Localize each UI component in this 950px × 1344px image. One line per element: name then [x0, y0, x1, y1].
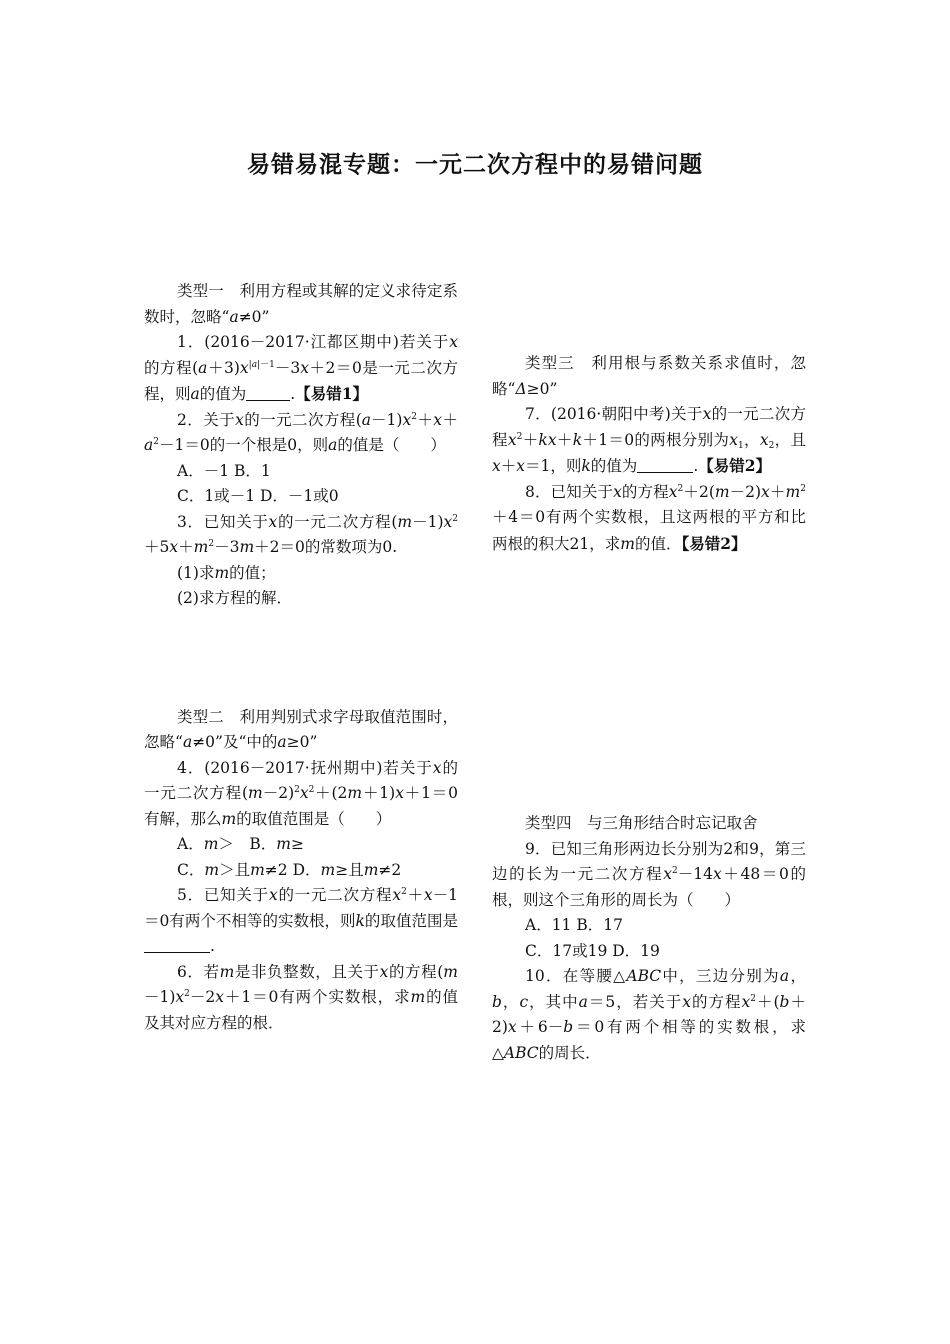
question-9: 9．已知三角形两边长分别为2和9，第三边的长为一元二次方程$x^2-14x+48=0$的根，则这个三角形的周长为（ ） [492, 839, 806, 909]
question-2-options-ab: A．－1 B．1 [177, 461, 271, 480]
type3-heading: 类型三 利用根与系数关系求值时，忽略“Δ≥0” [492, 354, 806, 398]
question-10: 10．在等腰△ABC中，三边分别为a，b，c，其中a＝5，若关于x的方程$x^2+(b+2)x+6-b=0$有两个相等的实数根，求△ABC的周长． [492, 967, 806, 1062]
left-column [144, 279, 458, 1036]
question-4: 4．(2016－2017·抚州期中)若关于x的一元二次方程$(m-2)^2x^2+(2m+1)x+1=0$有解，那么m的取值范围是（ ） [144, 758, 458, 828]
question-8: 8．已知关于x的方程$x^2+2(m-2)x+m^2+4=0$有两个实数根，且这两根的平方和比两根的积大21，求m的值．【易错2】 [492, 482, 806, 553]
question-3-part-2: (2)求方程的解． [177, 589, 292, 607]
type1-heading: 类型一 利用方程或其解的定义求待定系数时，忽略“a≠0” [144, 282, 458, 326]
question-6: 6．若m是非负整数，且关于x的方程$(m-1)x^2-2x+1=0$有两个实数根，求m的值及其对应方程的根． [144, 962, 458, 1032]
question-3-part-1: (1)求m的值； [177, 563, 276, 582]
question-9-options-cd: C．17或19 D．19 [525, 941, 660, 960]
question-7: 7．(2016·朝阳中考)关于x的一元二次方程$x^2+kx+k+1=0$的两根分别为$x_1$，$x_2$，且x＋x＝1，则k的值为 .【易错2】 [492, 405, 806, 475]
error-tag: 【易错2】 [698, 456, 772, 475]
question-2: 2．关于x的一元二次方程$(a-1)x^2+x+a^2-1=0$的一个根是0，则a的值是（ ） [144, 410, 458, 454]
type2-heading: 类型二 利用判别式求字母取值范围时，忽略“a≠0”及“中的a≥0” [144, 707, 458, 751]
question-9-options-ab: A．11 B．17 [525, 916, 623, 934]
question-5: 5．已知关于x的一元二次方程$x^2+x-1=0$有两个不相等的实数根，则k的取值范围是. [144, 886, 458, 955]
question-3: 3．已知关于x的一元二次方程$(m-1)x^2+5x+m^2-3m+2=0$的常数项为0. [144, 512, 458, 556]
right-column [492, 351, 806, 1066]
question-1: 1．(2016－2017·江都区期中)若关于x的方程$(a+3)x^{|a|-1}-3x+2=0$是一元二次方程，则a的值为 .【易错1】 [144, 333, 458, 403]
question-4-options-cd: C．m＞且m≠2 D．m≥且m≠2 [177, 860, 402, 879]
type4-heading: 类型四 与三角形结合时忘记取舍 [525, 814, 758, 832]
question-4-options-ab: A．m＞ B．m≥ [177, 835, 304, 853]
page-title: 易错易混专题：一元二次方程中的易错问题 [247, 152, 703, 178]
error-tag: 【易错2】 [681, 533, 747, 553]
question-2-options-cd: C．1或－1 D．－1或0 [177, 487, 339, 505]
error-tag: 【易错1】 [295, 384, 369, 403]
